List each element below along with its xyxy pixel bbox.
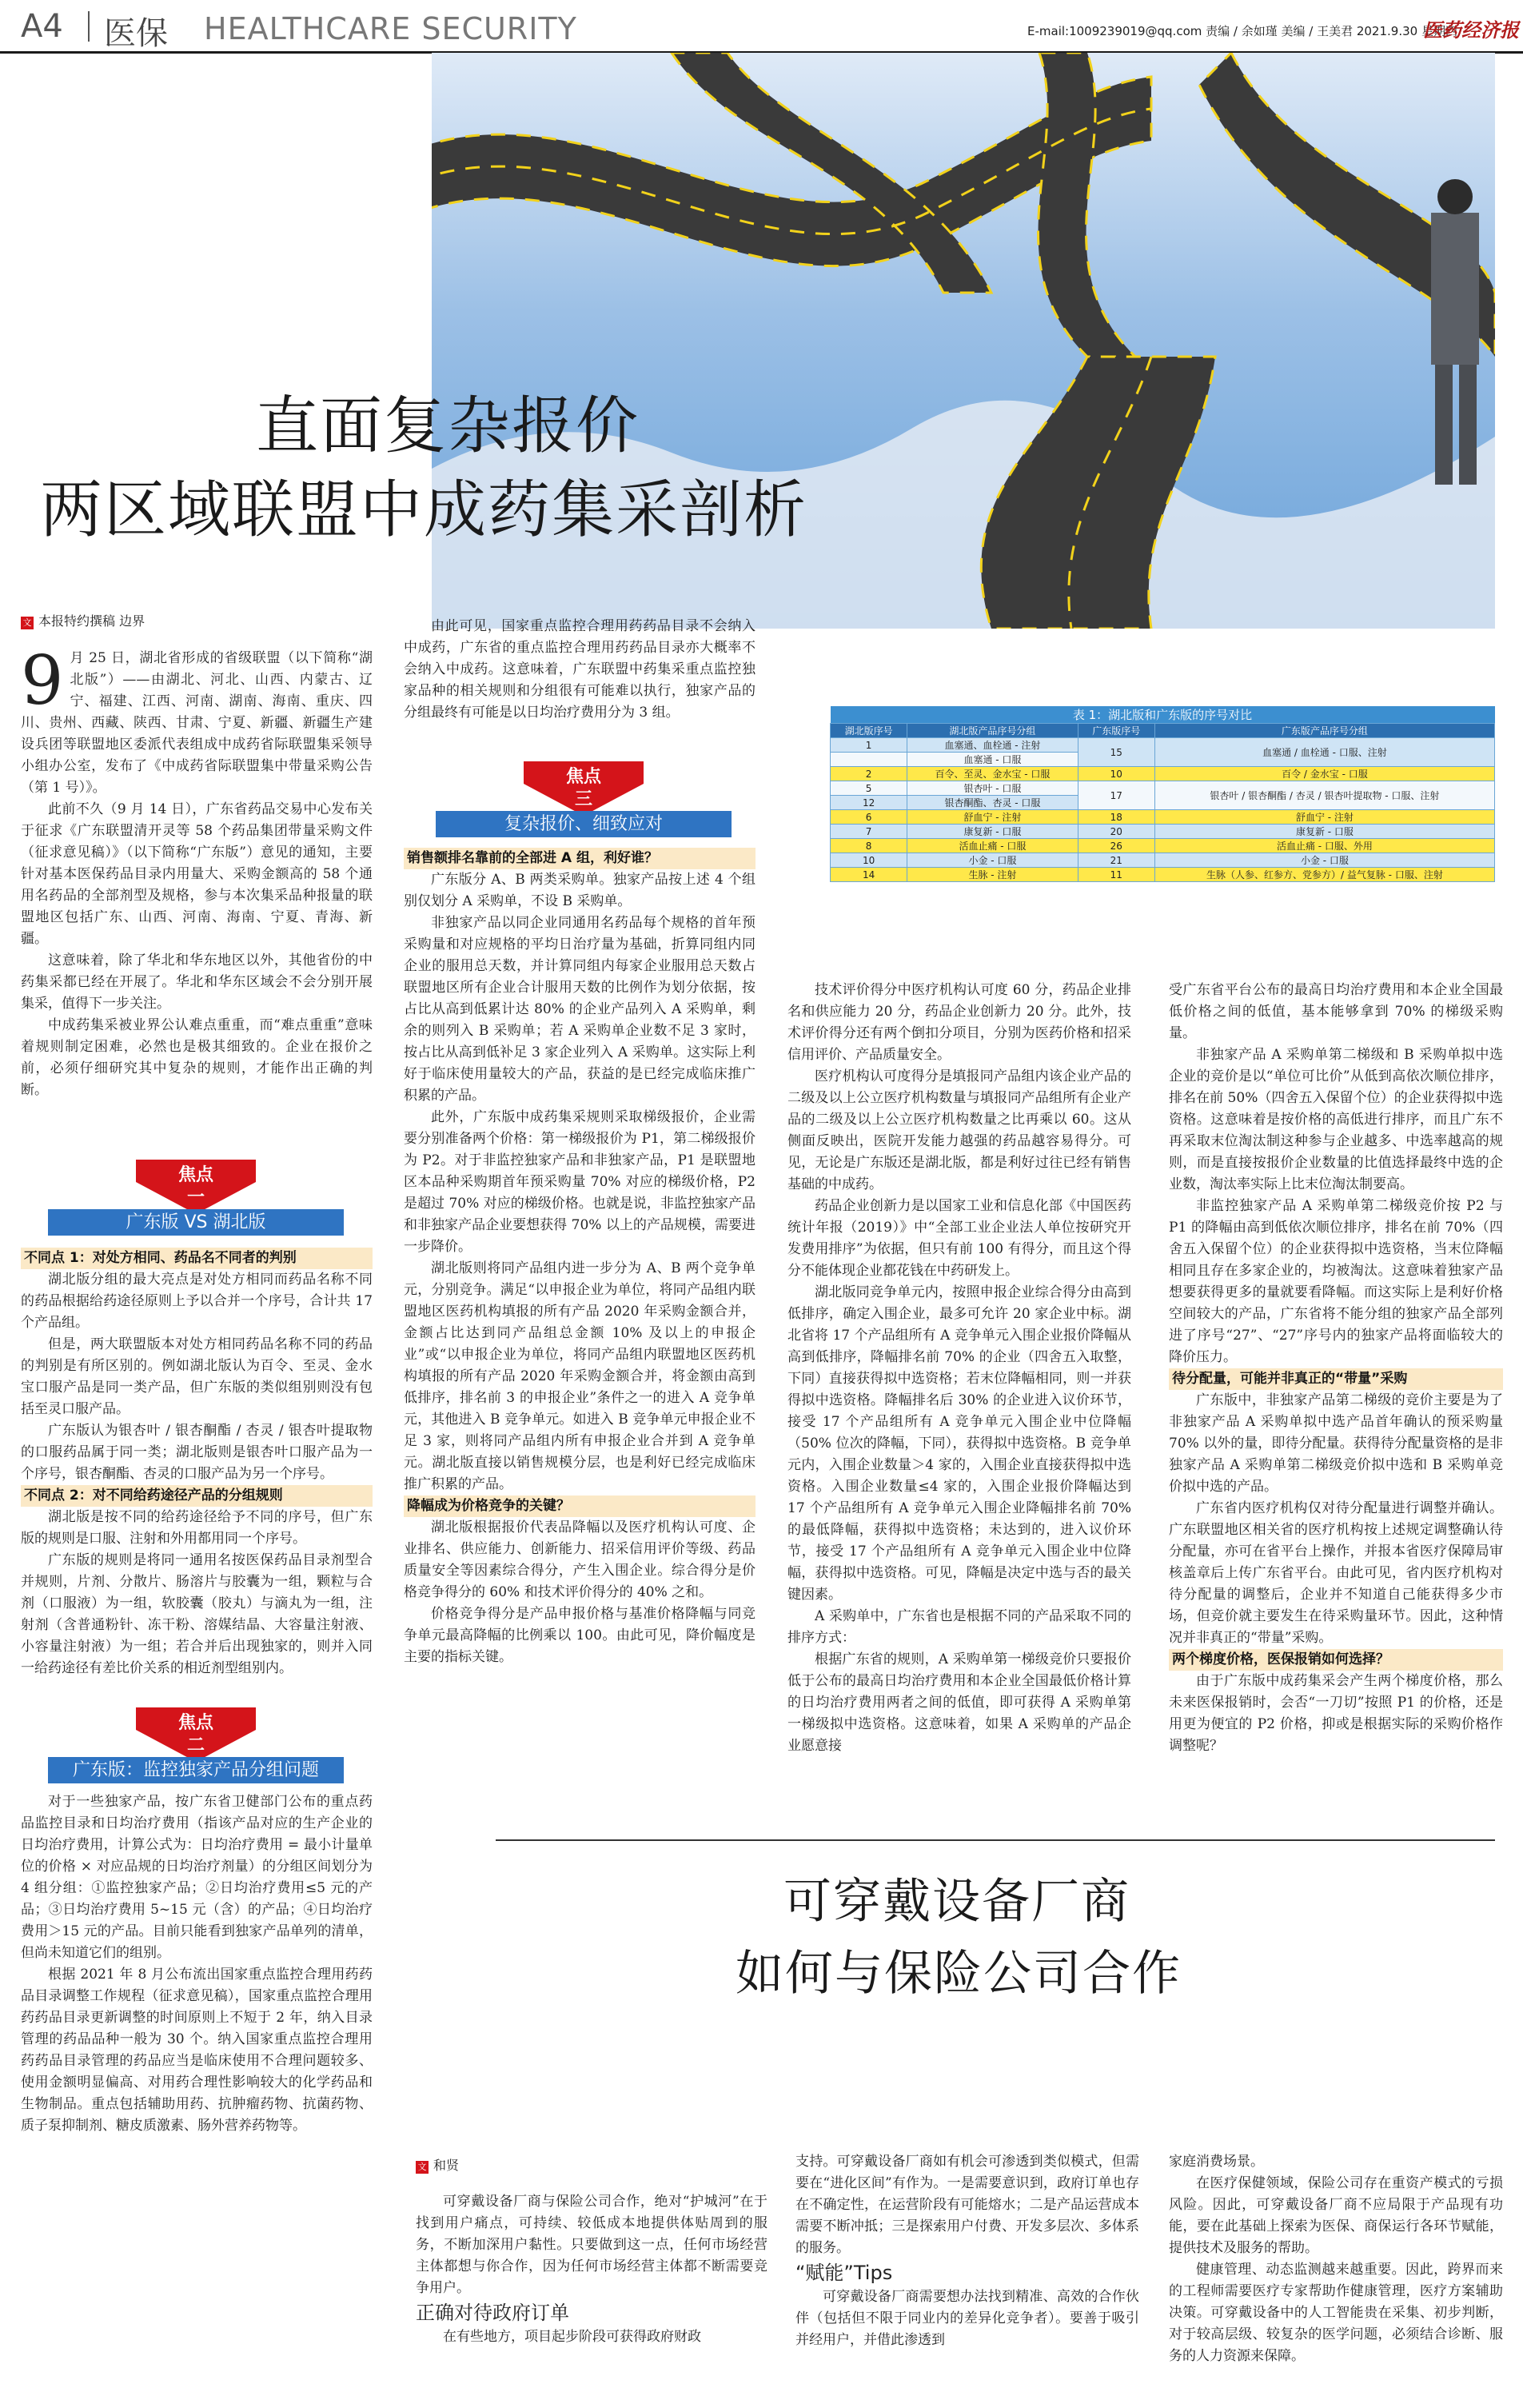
table-row: 12 银杏酮酯、杏灵 - 口服 <box>831 796 1495 810</box>
article-divider <box>496 1839 1495 1841</box>
article1-column2 <box>404 848 756 1668</box>
paragraph: 湖北版根据报价代表品降幅以及医疗机构认可度、企业排名、供应能力、创新能力、招采信用评价等级、药品质量安全等因素综合得分，产生入围企业。综合得分是价格竞争得分的 60% 和技术评价得分的 40% 之和。 <box>404 1519 756 1600</box>
comparison-table <box>830 706 1495 882</box>
section-title-cn: 医保 <box>104 15 168 52</box>
article2-title-line1: 可穿戴设备厂商 <box>783 1874 1130 1930</box>
table-row: 7 康复新 - 口服 20 康复新 - 口服 <box>831 825 1495 839</box>
table-row: 血塞通 - 口服 <box>831 753 1495 767</box>
paragraph: 月 25 日，湖北省形成的省级联盟（以下简称“湖北版”）——由湖北、河北、山西、内蒙古、辽宁、福建、江西、河南、湖南、海南、重庆、四川、贵州、西藏、陕西、甘肃、宁夏、新疆、新疆生产建设兵团等联盟地区委派代表组成中成药省际联盟集采领导小组办公室，发布了《中成药省际联盟集中带量采购公告（第 1 号）》。 <box>21 650 373 796</box>
focus-label: 焦点 <box>177 1165 214 1185</box>
article2-column3 <box>1169 2151 1503 2367</box>
paragraph: 中成药集采被业界公认难点重重，而“难点重重”意味着规则制定困难，必然也是极其细致的。企业在报价之前，必须仔细研究其中复杂的规则，才能作出正确的判断。 <box>21 1017 373 1098</box>
focus-bar: 广东版 VS 湖北版 <box>48 1209 344 1236</box>
paragraph: 广东版认为银杏叶 / 银杏酮酯 / 杏灵 / 银杏叶提取物的口服药品属于同一类；湖北版则是银杏叶口服产品为一个序号，银杏酮酯、杏灵的口服产品为另一个序号。 <box>21 1423 373 1482</box>
focus-badge-2 <box>48 1707 344 1783</box>
paragraph: 可穿戴设备厂商与保险公司合作，绝对“护城河”在于找到用户痛点，可持续、较低成本地提供体贴周到的服务，不断加深用户黏性。只要做到这一点，任何市场经营主体都想与你合作，因为任何市场经营主体都不断需要竞争用户。 <box>416 2194 767 2296</box>
paragraph: 非独家产品以同企业同通用名药品每个规格的首年预采购量和对应规格的平均日治疗量为基础，折算同组内同企业的服用总天数，并计算同组内每家企业服用总天数占联盟地区所有企业合计服用天数的比例作为划分依据，按占比从高到低累计达 80% 的企业产品列入 A 采购单，剩余的则列入 B 采购单；若 A 采购单企业数不足 3 家时，按占比从高到低补足 3 家企业列入 A 采购单。这实际上利好于临床使用量较大的产品，获益的是已经完成临床推广积累的产品。 <box>404 915 756 1104</box>
table-header: 广东版产品序号分组 <box>1154 724 1494 738</box>
table-caption: 表 1：湖北版和广东版的序号对比 <box>831 706 1495 724</box>
focus-number: 一 <box>186 1188 205 1208</box>
paragraph: 根据 2021 年 8 月公布流出国家重点监控合理用药药品目录调整工作规程（征求意见稿），国家重点监控合理用药药品目录更新调整的时间原则上不短于 2 年，纳入目录管理的药品品种一般为 30 个。纳入国家重点监控合理用药药品目录管理的药品应当是临床使用不合理问题较多、使用金额明显偏高、对用药合理性影响较大的化学药品和生物制品。重点包括辅助用药、抗肿瘤药物、抗菌药物、质子泵抑制剂、糖皮质激素、肠外营养药物等。 <box>21 1967 373 2134</box>
paragraph: 在医疗保健领域，保险公司存在重资产模式的亏损风险。因此，可穿戴设备厂商不应局限于产品现有功能，要在此基础上探索为医保、商保运行各环节赋能，提供技术及服务的帮助。 <box>1169 2175 1503 2256</box>
article1-column4 <box>1169 980 1503 1757</box>
paragraph: 在有些地方，项目起步阶段可获得政府财政 <box>443 2329 701 2345</box>
paragraph: 健康管理、动态监测越来越重要。因此，跨界而来的工程师需要医疗专家帮助作健康管理，医疗方案辅助决策。可穿戴设备中的人工智能贵在采集、初步判断，对于较高层级、较复杂的医学问题，必须结合诊断、服务的人力资源来保障。 <box>1169 2262 1503 2364</box>
focus-number: 三 <box>574 789 593 809</box>
paragraph: 湖北版则将同产品组内进一步分为 A、B 两个竞争单元，分别竞争。满足“以申报企业为单位，将同产品组内联盟地区医药机构填报的所有产品 2020 年采购金额合并，金额占比达到同产品组总金额 10% 及以上的申报企业”或“以申报企业为单位，将同产品组内联盟地区医药机构填报的所有产品 2020 年采购金额合并，将金额由高到低排序，排名前 3 的申报企业”条件之一的进入 A 竞争单元，其他进入 B 竞争单元。如进入 B 竞争单元申报企业不足 3 家，则将同产品组内所有申报企业合并到 A 竞争单元。湖北版直接以销售规模分层，也是利好已经完成临床推广积累的产品。 <box>404 1260 756 1492</box>
paragraph: 受广东省平台公布的最高日均治疗费用和本企业全国最低价格之间的低值，基本能够拿到 70% 的梯级采购量。 <box>1169 982 1503 1041</box>
byline-mark: 文 <box>21 617 34 629</box>
table-row: 5 银杏叶 - 口服 17 银杏叶 / 银杏酮酯 / 杏灵 / 银杏叶提取物 - 口服、注射 <box>831 781 1495 796</box>
paragraph: 由此可见，国家重点监控合理用药药品目录不会纳入中成药，广东省的重点监控合理用药药品目录亦大概率不会纳入中成药。这意味着，广东联盟中药集采重点监控独家品种的相关规则和分组很有可能难以执行，独家产品的分组最终有可能是以日均治疗费用分为 3 组。 <box>404 618 756 721</box>
paragraph: 可穿戴设备厂商需要想办法找到精准、高效的合作伙伴（包括但不限于同业内的差异化竞争者）。要善于吸引并经用户，并借此渗透到 <box>795 2289 1139 2348</box>
newspaper-logo: 医药经济报 <box>1423 18 1519 42</box>
paragraph: 这意味着，除了华北和华东地区以外，其他省份的中药集采都已经在开展了。华北和华东区域会不会分别开展集采，值得下一步关注。 <box>21 952 373 1012</box>
subheading: 不同点 1：对处方相同、药品名不同者的判别 <box>21 1248 373 1269</box>
paragraph: 此前不久（9 月 14 日），广东省药品交易中心发布关于征求《广东联盟清开灵等 58 个药品集团带量采购文件（征求意见稿）》（以下简称“广东版”）意见的通知，主要针对基本医保药品目录内用量大、采购金额高的 58 个通用名药品的全部剂型及规格，参与本次集采品种报量的联盟地区包括广东、山西、河南、海南、宁夏、青海、新疆。 <box>21 801 373 947</box>
subheading: 销售额排名靠前的全部进 A 组，利好谁？ <box>404 848 756 869</box>
subheading: 正确对待政府订单 <box>416 2302 569 2324</box>
paragraph: 价格竞争得分是产品申报价格与基准价格降幅与同竞争单元最高降幅的比例乘以 100。由此可见，降价幅度是主要的指标关键。 <box>404 1606 756 1665</box>
paragraph: 广东版分 A、B 两类采购单。独家产品按上述 4 个组别仅划分 A 采购单，不设 B 采购单。 <box>404 872 756 909</box>
focus-label: 焦点 <box>565 767 602 787</box>
article2-title-line2: 如何与保险公司合作 <box>736 1946 1182 2002</box>
header-meta: E-mail:1009239019@qq.com 责编 / 余如瑾 美编 / 王美君 2021.9.30 星期四 <box>1027 24 1457 38</box>
header-divider <box>88 11 90 42</box>
article-title-line1: 直面复杂报价 <box>256 390 640 462</box>
focus-badge-3 <box>436 761 732 837</box>
focus-bar: 广东版：监控独家产品分组问题 <box>48 1757 344 1783</box>
focus-badge-1 <box>48 1160 344 1236</box>
article2-column1 <box>416 2191 767 2348</box>
byline-text: 本报特约撰稿 边界 <box>38 613 146 629</box>
paragraph: 此外，广东版中成药集采规则采取梯级报价，企业需要分别准备两个价格：第一梯级报价为 P1，第二梯级报价为 P2。对于非监控独家产品和非独家产品，P1 是联盟地区本品种采购期首年预采购量 70% 对应的梯级价格，P2 是超过 70% 对应的梯级价格。也就是说，非监控独家产品和非独家产品企业要想获得 70% 以上的产品规模，需要进一步降价。 <box>404 1109 756 1255</box>
section-title-en: HEALTHCARE SECURITY <box>204 11 577 46</box>
paragraph: 支持。可穿戴设备厂商如有机会可渗透到类似模式，但需要在“进化区间”有作为。一是需要意识到，政府订单也存在不确定性，在运营阶段有可能熔水；二是产品运营成本需要不断冲抵；三是探索用户付费、开发多层次、多体系的服务。 <box>795 2154 1139 2256</box>
byline-text: 和贤 <box>433 2158 460 2173</box>
paragraph: 药品企业创新力是以国家工业和信息化部《中国医药统计年报（2019）》中“全部工业企业法人单位按研究开发费用排序”为依据，但只有前 100 有得分，而且这个得分不能体现企业都花钱在中药研发上。 <box>787 1198 1131 1279</box>
paragraph: 由于广东版中成药集采会产生两个梯度价格，那么未来医保报销时，会否“一刀切”按照 P1 的价格，还是用更为便宜的 P2 价格，抑或是根据实际的采购价格作调整呢？ <box>1169 1673 1503 1754</box>
table-row: 8 活血止痛 - 口服 26 活血止痛 - 口服、外用 <box>831 839 1495 853</box>
table-row: 1 血塞通、血栓通 - 注射 15 血塞通 / 血栓通 - 口服、注射 <box>831 738 1495 753</box>
subheading: “赋能”Tips <box>795 2262 893 2284</box>
paragraph: 广东省内医疗机构仅对待分配量进行调整并确认。广东联盟地区相关省的医疗机构按上述规定调整确认待分配量，亦可在省平台上操作，并报本省医疗保障局审核盖章后上传广东省平台。由此可见，省内医疗机构对待分配量的调整后，企业并不知道自己能获得多少市场，但竞价就主要发生在待采购量环节。因此，这种情况并非真正的“带量”采购。 <box>1169 1500 1503 1646</box>
table-row: 10 小金 - 口服 21 小金 - 口服 <box>831 853 1495 868</box>
paragraph: 但是，两大联盟版本对处方相同药品名称不同的药品的判别是有所区别的。例如湖北版认为百令、至灵、金水宝口服产品是同一类产品，但广东版的类似组别则没有包括至灵口服产品。 <box>21 1336 373 1417</box>
byline-mark: 文 <box>416 2161 429 2174</box>
paragraph: 湖北版同竞争单元内，按照申报企业综合得分由高到低排序，确定入围企业，最多可允许 20 家企业中标。湖北省将 17 个产品组所有 A 竞争单元入围企业报价降幅从高到低排序，降幅排名前 70% 的企业（四舍五入取整，下同）直接获得拟中选资格；若末位降幅相同，则一并获得拟中选资格。降幅排名后 30% 的企业进入议价环节，接受 17 个产品组所有 A 竞争单元入围企业中位降幅（50% 位次的降幅，下同），获得拟中选资格。B 竞争单元内，入围企业数量＞4 家的，入围企业直接获得拟中选资格。入围企业数量≤4 家的，入围企业报价降幅达到 17 个产品组所有 A 竞争单元入围企业降幅排名前 70% 的最低降幅，获得拟中选资格；未达到的，进入议价环节，接受 17 个产品组所有 A 竞争单元入围企业中位降幅，获得拟中选资格。可见，降幅是决定中选与否的最关键因素。 <box>787 1284 1131 1603</box>
paragraph: 技术评价得分中医疗机构认可度 60 分，药品企业排名和供应能力 20 分，药品企业创新力 20 分。此外，技术评价得分还有两个倒扣分项目，分别为医药价格和招采信用评价、产品质量安全。 <box>787 982 1131 1063</box>
table-row: 6 舒血宁 - 注射 18 舒血宁 - 注射 <box>831 810 1495 825</box>
table-row: 14 生脉 - 注射 11 生脉（人参、红参方、党参方）/ 益气复脉 - 口服、注射 <box>831 868 1495 882</box>
article2-byline <box>416 2155 459 2174</box>
table-row: 2 百令、至灵、金水宝 - 口服 10 百令 / 金水宝 - 口服 <box>831 767 1495 781</box>
focus-number: 二 <box>186 1735 205 1755</box>
dropcap: 9 <box>21 641 64 720</box>
paragraph: 非监控独家产品 A 采购单第二梯级竞价按 P2 与 P1 的降幅由高到低依次顺位排序，排名在前 70%（四舍五入保留个位）的企业获得拟中选资格，当末位降幅相同且存在多家企业的，均被淘汰。这意味着独家产品想要获得更多的量就要看降幅。而这实际上是利好价格空间较大的产品，广东省将不能分组的独家产品全部列进了序号“27”、“27”序号内的独家产品将面临较大的降价压力。 <box>1169 1198 1503 1365</box>
article1-column1-middle <box>21 1248 373 1679</box>
subheading: 两个梯度价格，医保报销如何选择？ <box>1169 1649 1503 1671</box>
table-header: 湖北版产品序号分组 <box>907 724 1078 738</box>
subheading: 待分配量，可能并非真正的“带量”采购 <box>1169 1368 1503 1390</box>
table-header: 广东版序号 <box>1078 724 1154 738</box>
article2-column2 <box>795 2151 1139 2351</box>
article1-column2-top <box>404 616 756 724</box>
paragraph: 湖北版是按不同的给药途径给予不同的序号，但广东版的规则是口服、注射和外用都用同一个序号。 <box>21 1509 373 1547</box>
subheading: 降幅成为价格竞争的关键？ <box>404 1496 756 1517</box>
focus-label: 焦点 <box>177 1713 214 1733</box>
paragraph: 广东版的规则是将同一通用名按医保药品目录剂型合并规则，片剂、分散片、肠溶片与胶囊为一组，颗粒与合剂（口服液）为一组，软胶囊（胶丸）与滴丸为一组，注射剂（含普通粉针、冻干粉、溶媒结晶、大容量注射液、小容量注射液）为一组；若合并后出现独家的，则并入同一给药途径有差比价关系的相近剂型组别内。 <box>21 1552 373 1676</box>
paragraph: 家庭消费场景。 <box>1169 2154 1264 2170</box>
paragraph: 医疗机构认可度得分是填报同产品组内该企业产品的二级及以上公立医疗机构数量与填报同产品组所有企业产品的二级及以上公立医疗机构数量之比再乘以 60。这从侧面反映出，医院开发能力越强的药品越容易得分。可见，无论是广东版还是湖北版，都是利好过往已经有销售基础的中成药。 <box>787 1068 1131 1192</box>
paragraph: 对于一些独家产品，按广东省卫健部门公布的重点药品监控目录和日均治疗费用（指该产品对应的生产企业的日均治疗费用，计算公式为：日均治疗费用 = 最小计量单位的价格 × 对应品规的日均治疗剂量）的分组区间划分为 4 组分组：①监控独家产品；②日均治疗费用≤5 元的产品；③日均治疗费用 5~15 元（含）的产品；④日均治疗费用＞15 元的产品。目前只能看到独家产品单列的清单，但尚未知道它们的组别。 <box>21 1794 373 1961</box>
article1-column1-bottom <box>21 1791 373 2137</box>
paragraph: 湖北版分组的最大亮点是对处方相同而药品名称不同的药品根据给药途径原则上予以合并一个序号，合计共 17 个产品组。 <box>21 1272 373 1331</box>
article-title-line2: 两区域联盟中成药集采剖析 <box>40 474 808 546</box>
paragraph: 根据广东省的规则，A 采购单第一梯级竞价只要报价低于公布的最高日均治疗费用和本企业全国最低价格计算的日均治疗费用两者之间的低值，即可获得 A 采购单第一梯级拟中选资格。这意味着，如果 A 采购单的产品企业愿意接 <box>787 1651 1131 1754</box>
byline <box>21 611 145 629</box>
focus-bar: 复杂报价、细致应对 <box>436 811 732 837</box>
subheading: 不同点 2：对不同给药途径产品的分组规则 <box>21 1485 373 1507</box>
page-number: A4 <box>21 8 63 45</box>
paragraph: 非独家产品 A 采购单第二梯级和 B 采购单拟中选企业的竞价是以“单位可比价”从低到高依次顺位排序，排名在前 50%（四舍五入保留个位）的企业获得拟中选资格。这意味着是按价格的高低进行排序，而且广东不再采取末位淘汰制这种参与企业越多、中选率越高的规则，而是直接按报价企业数量的比值选择最终中选的企业数，淘汰率实际上比末位淘汰制要高。 <box>1169 1047 1503 1192</box>
table-header: 湖北版序号 <box>831 724 907 738</box>
article1-column3 <box>787 980 1131 1757</box>
paragraph: A 采购单中，广东省也是根据不同的产品采取不同的排序方式： <box>787 1608 1131 1646</box>
paragraph: 广东版中，非独家产品第二梯级的竞价主要是为了非独家产品 A 采购单拟中选产品首年确认的预采购量 70% 以外的量，即待分配量。获得待分配量资格的是非独家产品 A 采购单第二梯级竞价拟中选和 B 采购单竞价拟中选的产品。 <box>1169 1392 1503 1495</box>
article1-column1-top <box>21 641 373 1101</box>
